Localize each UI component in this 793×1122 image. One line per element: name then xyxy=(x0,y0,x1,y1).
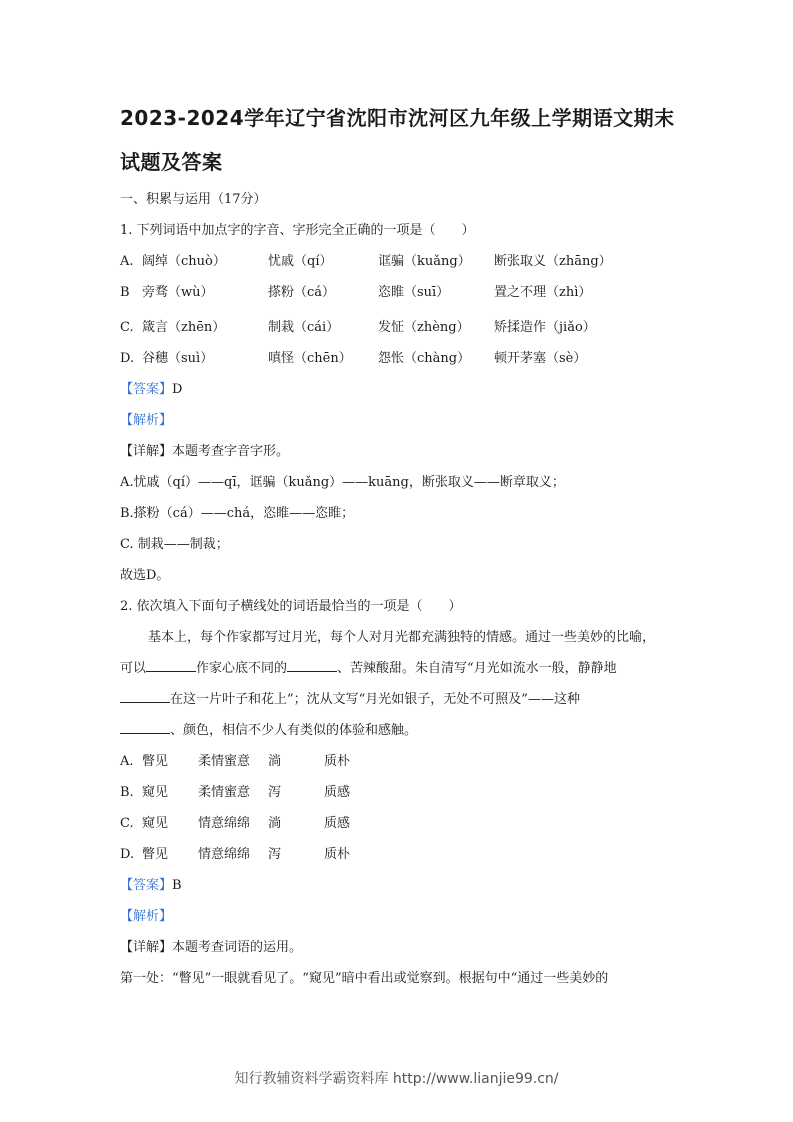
answer-value: D xyxy=(172,382,183,397)
title-line-1: 2023-2024学年辽宁省沈阳市沈河区九年级上学期语文期末 xyxy=(120,106,675,130)
option-label: A. xyxy=(120,754,134,769)
option-word: 断张取义（zhāng） xyxy=(494,254,612,269)
q1-option-a xyxy=(120,246,680,277)
option-word: 忧戚（qí） xyxy=(268,254,333,269)
analysis-tag: 【解析】 xyxy=(120,413,173,428)
option-label: A. xyxy=(120,254,134,269)
option-word: 怨怅（chàng） xyxy=(378,351,471,366)
option-word: 谷穗（suì） xyxy=(142,351,214,366)
option-word: 嗔怪（chēn） xyxy=(268,351,352,366)
answer-tag: 【答案】 xyxy=(120,878,173,893)
q1-option-b xyxy=(120,277,680,308)
option-word: 矫揉造作（jiǎo） xyxy=(494,320,596,335)
option-label: D. xyxy=(120,351,135,366)
option-word: 阔绰（chuò） xyxy=(142,254,226,269)
passage-line xyxy=(120,684,680,715)
option-word: 质朴 xyxy=(324,754,351,769)
option-word: 质朴 xyxy=(324,847,351,862)
answer-value: B xyxy=(172,878,182,893)
q2-option-a xyxy=(120,746,680,777)
q1-analysis-tag xyxy=(120,405,680,436)
option-word: 箴言（zhēn） xyxy=(142,320,226,335)
q1-detail-line: 【详解】本题考查字音字形。 xyxy=(120,444,290,459)
option-word: 柔情蜜意 xyxy=(198,785,251,800)
q2-answer xyxy=(120,870,680,901)
option-word: 情意绵绵 xyxy=(198,847,251,862)
option-word: 质感 xyxy=(324,816,351,831)
option-word: 质感 xyxy=(324,785,351,800)
q2-analysis-tag xyxy=(120,901,680,932)
option-word: 瞥见 xyxy=(142,847,169,862)
q1-option-c xyxy=(120,312,680,343)
option-word: 淌 xyxy=(268,816,282,831)
answer-tag: 【答案】 xyxy=(120,382,173,397)
option-label: B xyxy=(120,285,130,300)
fill-blank xyxy=(120,688,170,703)
option-word: 搽粉（cá） xyxy=(268,285,336,300)
footer-watermark: 知行教辅资料学霸资料库 http://www.lianjie99.cn/ xyxy=(234,1071,559,1087)
option-label: D. xyxy=(120,847,135,862)
document-title xyxy=(120,96,680,184)
option-word: 恣睢（suī） xyxy=(378,285,450,300)
fill-blank xyxy=(287,657,337,672)
passage-line xyxy=(120,715,680,746)
option-word: 旁骛（wù） xyxy=(142,285,214,300)
q1-detail-line: A.忧戚（qí）——qī，诓骗（kuǎng）——kuāng，断张取义——断章取义； xyxy=(120,475,565,490)
option-label: B. xyxy=(120,785,134,800)
q1-option-d xyxy=(120,343,680,374)
q1-detail-line: C. 制栽——制裁； xyxy=(120,537,229,552)
document-page xyxy=(120,96,680,994)
question-1-stem: 1. 下列词语中加点字的字音、字形完全正确的一项是（ ） xyxy=(120,223,475,238)
q1-detail-line: B.搽粉（cá）——chá，恣睢——恣睢； xyxy=(120,506,355,521)
analysis-tag: 【解析】 xyxy=(120,909,173,924)
q2-detail-line: 【详解】本题考查词语的运用。 xyxy=(120,940,303,955)
q1-answer xyxy=(120,374,680,405)
option-label: C. xyxy=(120,320,134,335)
title-line-2: 试题及答案 xyxy=(120,150,223,174)
passage-text: 、苦辣酸甜。朱自清写“月光如流水一般，静静地 xyxy=(337,661,617,676)
option-word: 泻 xyxy=(268,847,282,862)
q2-passage xyxy=(120,622,680,746)
option-word: 制栽（cái） xyxy=(268,320,340,335)
passage-line xyxy=(120,653,680,684)
passage-text: 在这一片叶子和花上”；沈从文写“月光如银子，无处不可照及”——这种 xyxy=(170,692,580,707)
option-word: 发怔（zhèng） xyxy=(378,320,470,335)
option-word: 诓骗（kuǎng） xyxy=(378,254,471,269)
option-word: 淌 xyxy=(268,754,282,769)
option-word: 泻 xyxy=(268,785,282,800)
option-label: C. xyxy=(120,816,134,831)
q2-option-c xyxy=(120,808,680,839)
q2-option-b xyxy=(120,777,680,808)
q2-detail-line: 第一处：“瞥见”一眼就看见了。“窥见”暗中看出或觉察到。根据句中“通过一些美妙的 xyxy=(120,971,609,986)
option-word: 情意绵绵 xyxy=(198,816,251,831)
section-heading: 一、积累与运用（17分） xyxy=(120,192,267,207)
passage-text: 、颜色，相信不少人有类似的体验和感触。 xyxy=(170,723,418,738)
option-word: 置之不理（zhì） xyxy=(494,285,592,300)
question-2-stem: 2. 依次填入下面句子横线处的词语最恰当的一项是（ ） xyxy=(120,599,462,614)
q2-option-d xyxy=(120,839,680,870)
option-word: 顿开茅塞（sè） xyxy=(494,351,587,366)
option-word: 瞥见 xyxy=(142,754,169,769)
q1-detail-line: 故选D。 xyxy=(120,568,170,583)
fill-blank xyxy=(146,657,196,672)
passage-text: 可以 xyxy=(120,661,147,676)
fill-blank xyxy=(120,719,170,734)
option-word: 窥见 xyxy=(142,816,169,831)
passage-line: 基本上，每个作家都写过月光，每个人对月光都充满独特的情感。通过一些美妙的比喻， xyxy=(148,630,656,645)
option-word: 柔情蜜意 xyxy=(198,754,251,769)
passage-text: 作家心底不同的 xyxy=(196,661,288,676)
option-word: 窥见 xyxy=(142,785,169,800)
